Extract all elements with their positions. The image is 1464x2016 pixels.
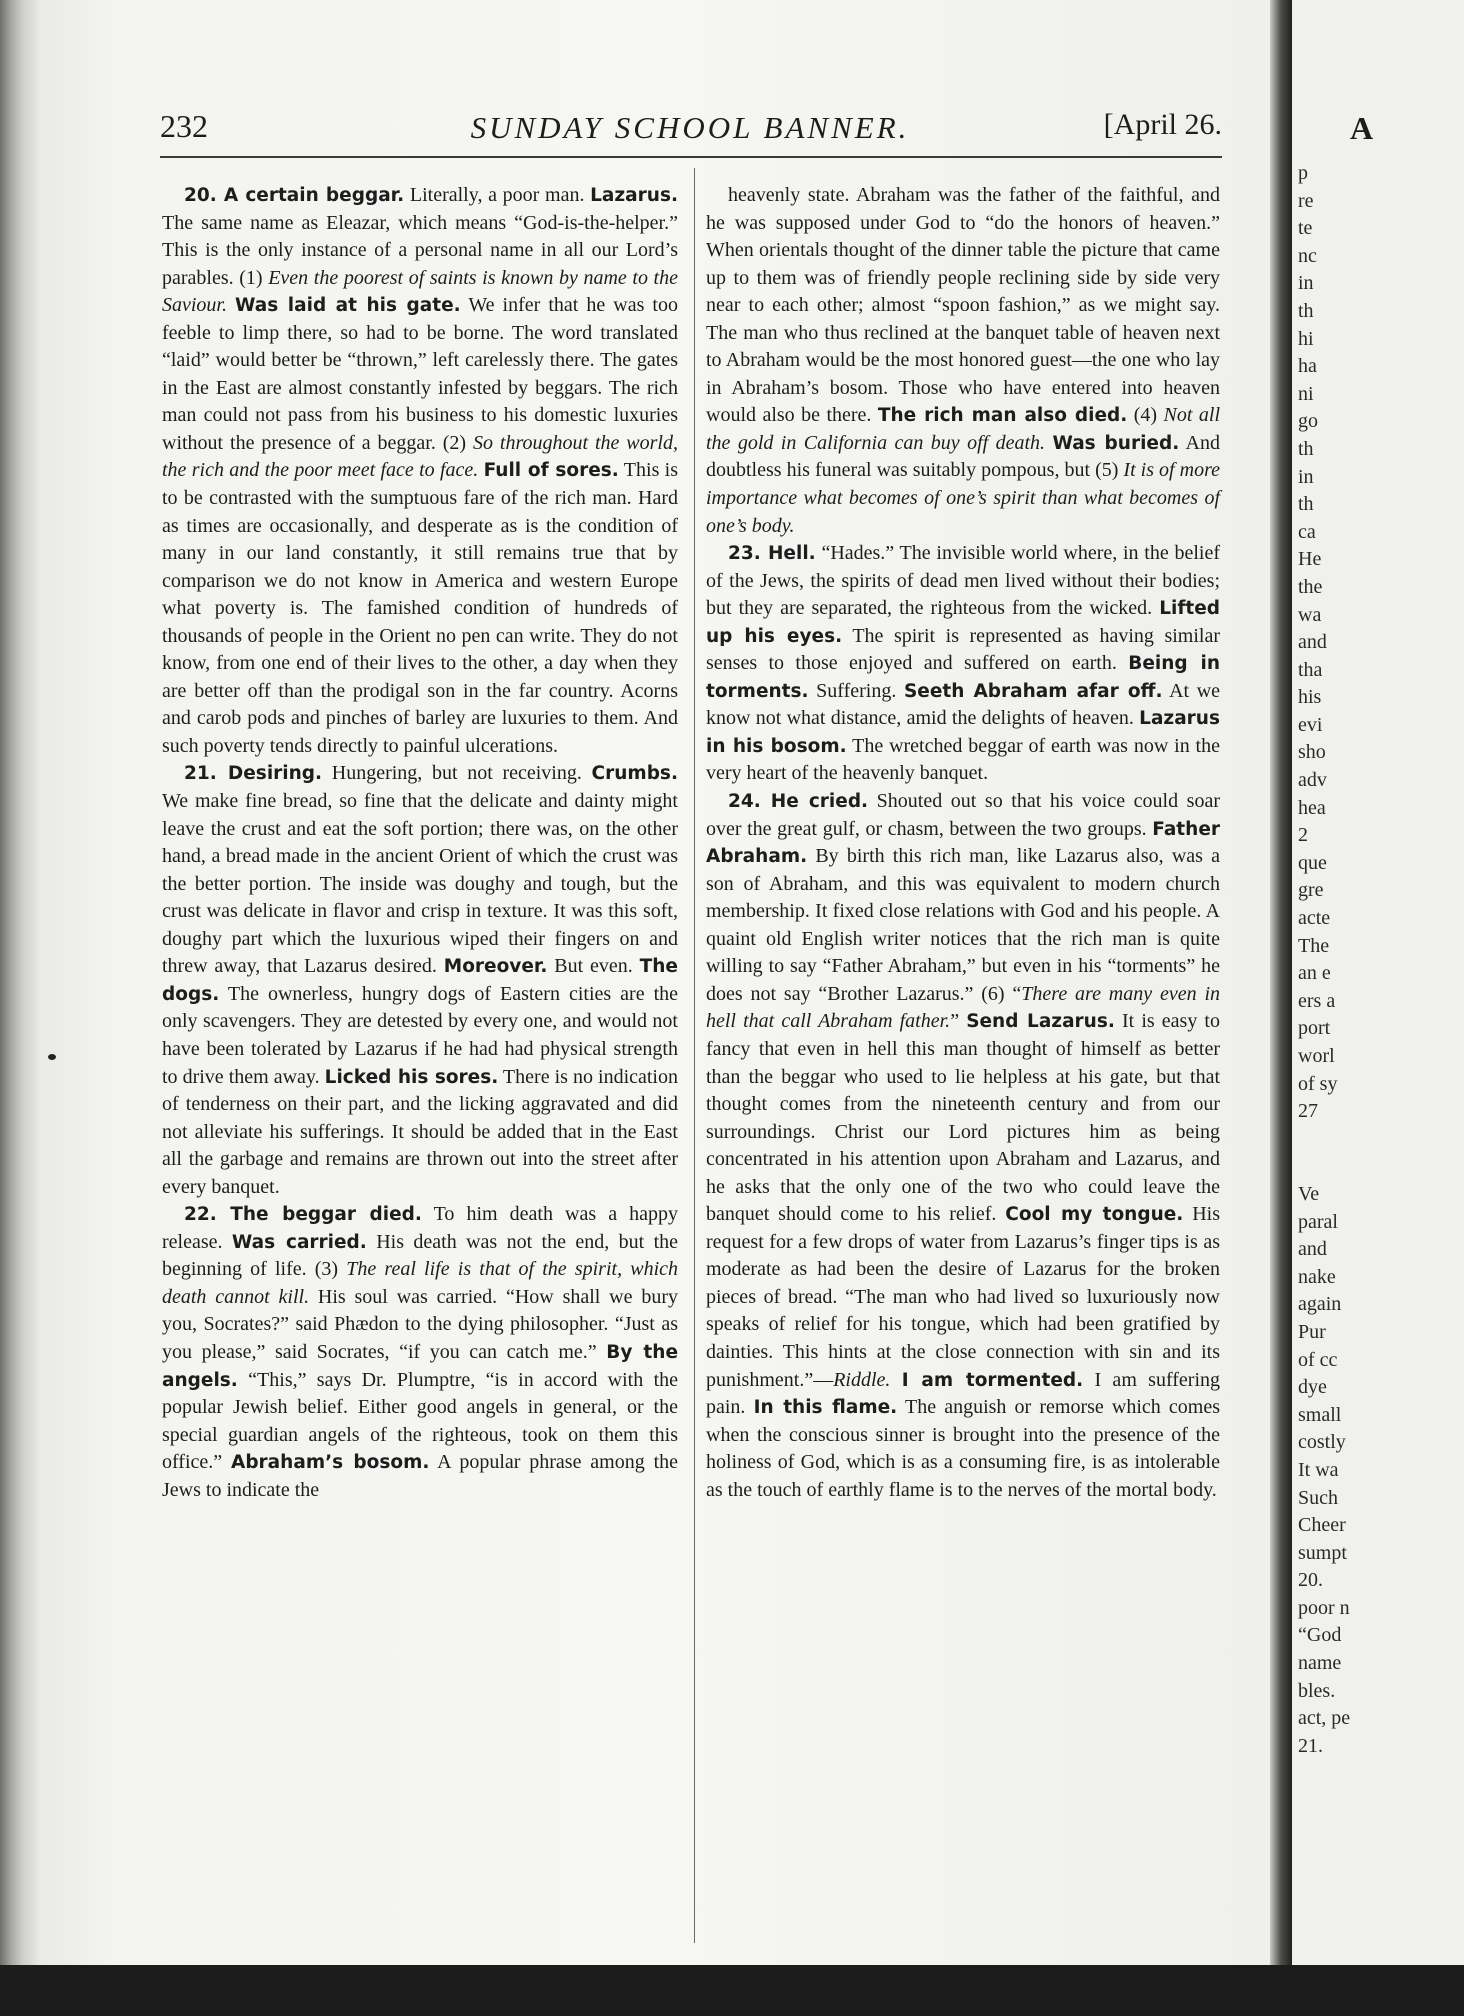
commentary-text: His request for a few drops of water from Lazarus’s finger tips is as moderate as had been the desire of Lazarus for the broken pieces of bread. “The man who had lived so luxuriously now speaks of relief for his tongue, which had been gratified by dainties. This hints at the close connection with sin and its punishment.”— bbox=[706, 1203, 1220, 1391]
keyword-heading: Being in torments. bbox=[706, 653, 1220, 702]
keyword-heading: Lifted up his eyes. bbox=[706, 598, 1220, 647]
facing-page-text bbox=[1298, 160, 1464, 1760]
facing-page-line: again bbox=[1298, 1293, 1342, 1316]
right-column bbox=[706, 182, 1220, 1504]
commentary-text: ” bbox=[950, 1010, 967, 1033]
ink-speck bbox=[48, 1054, 56, 1060]
facing-page-line: th bbox=[1298, 299, 1314, 322]
keyword-heading: Full of sores. bbox=[483, 460, 619, 482]
commentary-text: To him death was a happy release. bbox=[162, 1203, 679, 1253]
facing-page-line: bles. bbox=[1298, 1679, 1336, 1702]
facing-page-line: the bbox=[1298, 575, 1323, 598]
commentary-text: The ownerless, hungry dogs of Eastern cities are the only scavengers. They are detested by every one, and would not have been tolerated by Lazarus if he had had physical strength to drive them away. bbox=[162, 982, 678, 1088]
italic-lesson-note: Riddle. bbox=[833, 1368, 891, 1391]
keyword-heading: Licked his sores. bbox=[324, 1066, 499, 1088]
commentary-text bbox=[890, 1369, 901, 1391]
facing-page-line: of cc bbox=[1298, 1348, 1338, 1371]
facing-page-line: 21. bbox=[1298, 1734, 1323, 1757]
facing-page-line: gre bbox=[1298, 879, 1324, 902]
keyword-heading: Seeth Abraham afar off. bbox=[903, 680, 1163, 702]
journal-title: SUNDAY SCHOOL BANNER. bbox=[470, 110, 910, 145]
facing-page-line: port bbox=[1298, 1017, 1331, 1040]
italic-lesson-note: So throughout the world, the rich and the poor meet face to face. bbox=[162, 431, 678, 482]
facing-page-line: ca bbox=[1298, 520, 1316, 543]
keyword-heading: By the angels. bbox=[162, 1341, 678, 1391]
commentary-text: It is easy to fancy that even in hell this man thought of himself as better than the beggar who used to lie helpless at his gate, but that thought comes from the nineteenth century and from our surroundings. Christ our Lord pictures him as being concentrated in his attention upon Abraham and Lazarus, and he asks that the only one of the two who could leave the banquet should come to his relief. bbox=[706, 1010, 1220, 1226]
keyword-heading: The dogs. bbox=[162, 956, 678, 1005]
italic-lesson-note: Not all the gold in California can buy off death. bbox=[706, 404, 1220, 454]
facing-page-line: poor n bbox=[1298, 1596, 1350, 1619]
keyword-heading: Was carried. bbox=[231, 1231, 367, 1253]
keyword-heading: Cool my tongue. bbox=[1005, 1204, 1184, 1226]
facing-page-line: ha bbox=[1298, 355, 1317, 378]
page-number: 232 bbox=[160, 108, 208, 144]
keyword-heading: 22. The beggar died. bbox=[184, 1204, 422, 1226]
facing-page-line: 20. bbox=[1298, 1569, 1323, 1592]
issue-date: [April 26. bbox=[1103, 108, 1222, 141]
commentary-paragraph bbox=[706, 540, 1220, 788]
keyword-heading: 21. Desiring. bbox=[184, 763, 323, 785]
italic-lesson-note: There are many even in hell that call Abraham father. bbox=[706, 982, 1220, 1033]
facing-page-line: act, pe bbox=[1298, 1707, 1351, 1730]
keyword-heading: Father Abraham. bbox=[706, 818, 1220, 868]
facing-page-line: name bbox=[1298, 1652, 1342, 1675]
keyword-heading: Lazarus. bbox=[590, 185, 678, 206]
commentary-text: And doubtless his funeral was suitably pompous, but (5) bbox=[706, 431, 1220, 482]
commentary-text: The wretched beggar of earth was now in the very heart of the heavenly banquet. bbox=[706, 734, 1220, 785]
commentary-text: The same name as Eleazar, which means “God-is-the-helper.” This is the only instance of a personal name in all our Lord’s parables. (1) bbox=[162, 211, 678, 289]
left-column bbox=[162, 182, 678, 1504]
commentary-text: His death was not the end, but the beginning of life. (3) bbox=[162, 1230, 678, 1281]
page-header bbox=[160, 108, 1222, 154]
facing-page-line: acte bbox=[1298, 907, 1331, 930]
facing-page-line: Such bbox=[1298, 1486, 1338, 1509]
facing-page-line: small bbox=[1298, 1403, 1342, 1426]
commentary-text bbox=[227, 294, 235, 316]
commentary-text: We infer that he was too feeble to limp there, so had to be borne. The word translated “laid” would better be “thrown,” left carelessly there. The gates in the East are almost constantly infested by beggars. The rich man could not pass from his business to his domestic luxuries without the presence of a beggar. (2) bbox=[162, 294, 678, 454]
keyword-heading: Was buried. bbox=[1052, 432, 1180, 454]
commentary-text: At we know not what distance, amid the delights of heaven. bbox=[706, 679, 1221, 730]
keyword-heading: 20. A certain beggar. bbox=[184, 185, 405, 206]
keyword-heading: Moreover. bbox=[443, 956, 548, 978]
facing-page-line: in bbox=[1298, 465, 1314, 488]
keyword-heading: Lazarus in his bosom. bbox=[706, 708, 1220, 757]
facing-page-line: evi bbox=[1298, 713, 1323, 736]
commentary-text: The anguish or remorse which comes when the conscious sinner is brought into the presence of the holiness of God, which is as a consuming fire, is as intolerable as the touch of earthly flame is to the nerves of the mortal body. bbox=[706, 1396, 1220, 1501]
facing-page-line: hi bbox=[1298, 327, 1314, 350]
commentary-text: Shouted out so that his voice could soar over the great gulf, or chasm, between the two groups. bbox=[706, 790, 1220, 840]
facing-page-line: his bbox=[1298, 686, 1322, 709]
facing-page-line: hea bbox=[1298, 796, 1326, 819]
facing-page-line: ni bbox=[1298, 382, 1314, 405]
facing-page-line: costly bbox=[1298, 1431, 1346, 1454]
facing-page-line: worl bbox=[1298, 1045, 1335, 1067]
facing-page-line: wa bbox=[1298, 603, 1322, 626]
facing-page-line: Pur bbox=[1298, 1320, 1326, 1343]
facing-page-line: He bbox=[1298, 548, 1322, 571]
facing-page-line: in bbox=[1298, 272, 1314, 295]
keyword-heading: 24. He cried. bbox=[728, 791, 869, 813]
facing-page-header-letter: A bbox=[1350, 110, 1374, 146]
commentary-text: “This,” says Dr. Plumptre, “is in accord with the popular Jewish belief. Either good angels in general, or the special guardian angels of the righteous, took on them this office.” bbox=[162, 1368, 678, 1474]
keyword-heading: Was laid at his gate. bbox=[235, 295, 461, 317]
facing-page-line: 2 bbox=[1298, 824, 1308, 847]
facing-page-line: Ve bbox=[1298, 1182, 1320, 1205]
commentary-text: Suffering. bbox=[808, 679, 904, 702]
facing-page-line: nc bbox=[1298, 244, 1317, 267]
commentary-text: His soul was carried. “How shall we bury you, Socrates?” said Phædon to the dying philosopher. “Just as you please,” said Socrates, “if you can catch me.” bbox=[162, 1285, 678, 1363]
facing-page-line: te bbox=[1298, 217, 1313, 240]
facing-page-line: tha bbox=[1298, 658, 1323, 681]
facing-page-line: and bbox=[1298, 1238, 1327, 1261]
facing-page-line: dye bbox=[1298, 1376, 1327, 1399]
commentary-text: (4) bbox=[1127, 404, 1164, 427]
facing-page-line bbox=[1298, 1153, 1464, 1181]
keyword-heading: Crumbs. bbox=[591, 763, 678, 785]
commentary-text: I am suffering pain. bbox=[706, 1368, 1221, 1419]
commentary-text: heavenly state. Abraham was the father of the faithful, and he was supposed under God to “do the honors of heaven.” When orientals thought of the dinner table the picture that came up to them was of friendly people reclining side by side very near to each other; almost “spoon fashion,” as we might say. The man who thus reclined at the banquet table of heaven next to Abraham would be the most honored guest—the one who lay in Abraham’s bosom. Those who have entered into heaven would also be there. bbox=[706, 184, 1220, 427]
keyword-heading: 23. Hell. bbox=[728, 543, 816, 565]
facing-page-line: th bbox=[1298, 437, 1314, 460]
commentary-text: But even. bbox=[547, 955, 640, 978]
facing-page-line bbox=[1298, 1126, 1464, 1154]
facing-page-fragment bbox=[1292, 0, 1464, 1970]
facing-page-line: The bbox=[1298, 934, 1330, 957]
commentary-text: Hungering, but not receiving. bbox=[322, 762, 592, 785]
facing-page-line: 27 bbox=[1298, 1100, 1318, 1123]
scan-bottom-edge bbox=[0, 1965, 1464, 2016]
facing-page-line: an e bbox=[1298, 962, 1331, 985]
keyword-heading: Send Lazarus. bbox=[966, 1011, 1115, 1033]
commentary-text: There is no indication of tenderness on their part, and the licking aggravated and did not alleviate his sufferings. It should be added that in the East all the garbage and remains are thrown out into the street after every banquet. bbox=[162, 1065, 678, 1198]
facing-page-line: nake bbox=[1298, 1265, 1336, 1288]
facing-page-line: sumpt bbox=[1298, 1541, 1347, 1564]
facing-page-line: ers a bbox=[1298, 989, 1336, 1012]
commentary-paragraph bbox=[162, 1201, 678, 1504]
italic-lesson-note: It is of more importance what becomes of one’s spirit than what becomes of one’s body. bbox=[706, 459, 1220, 537]
book-binding-shadow bbox=[0, 0, 38, 2016]
facing-page-line: re bbox=[1298, 189, 1314, 212]
italic-lesson-note: The real life is that of the spirit, which death cannot kill. bbox=[162, 1258, 679, 1308]
commentary-text: Literally, a poor man. bbox=[404, 184, 591, 206]
commentary-text: A popular phrase among the Jews to indicate the bbox=[162, 1451, 678, 1501]
facing-page-line: and bbox=[1298, 631, 1327, 654]
commentary-paragraph bbox=[706, 788, 1220, 1504]
keyword-heading: Abraham’s bosom. bbox=[231, 1452, 430, 1474]
commentary-text: By birth this rich man, like Lazarus also, was a son of Abraham, and this was equivalent to modern church membership. It fixed close relations with God and his people. A quaint old English writer notices that the rich man is quite willing to say “Father Abraham,” but even in his “torments” he does not say “Brother Lazarus.” (6) “ bbox=[706, 845, 1220, 1005]
facing-page-line: th bbox=[1298, 493, 1314, 516]
header-rule bbox=[160, 156, 1222, 158]
facing-page-line: Cheer bbox=[1298, 1514, 1346, 1537]
column-divider bbox=[694, 168, 695, 1943]
commentary-paragraph bbox=[162, 182, 678, 760]
keyword-heading: In this flame. bbox=[753, 1397, 898, 1419]
commentary-text: We make fine bread, so fine that the delicate and dainty might leave the crust and eat the soft portion; there was, on the other hand, a bread made in the ancient Orient of which the crust was the better portion. The inside was doughy and tough, but the crust was delicate in flavor and crisp in texture. It was this soft, doughy part which the luxurious wiped their fingers on and threw away, that Lazarus desired. bbox=[162, 790, 678, 978]
facing-page-line: p bbox=[1298, 162, 1308, 184]
commentary-paragraph bbox=[706, 182, 1220, 540]
facing-page-line: go bbox=[1298, 410, 1318, 433]
facing-page-line: que bbox=[1298, 851, 1327, 874]
facing-page-line: adv bbox=[1298, 769, 1327, 792]
facing-page-line: It wa bbox=[1298, 1458, 1339, 1481]
commentary-text: The spirit is represented as having similar senses to those enjoyed and suffered on earth. bbox=[706, 624, 1220, 675]
italic-lesson-note: Even the poorest of saints is known by name to the Saviour. bbox=[162, 266, 678, 317]
facing-page-line: paral bbox=[1298, 1210, 1338, 1233]
keyword-heading: The rich man also died. bbox=[877, 405, 1128, 427]
keyword-heading: I am tormented. bbox=[901, 1369, 1084, 1391]
facing-page-line: of sy bbox=[1298, 1072, 1338, 1095]
commentary-text: “Hades.” The invisible world where, in the belief of the Jews, the spirits of dead men lived without their bodies; but they are separated, the righteous from the wicked. bbox=[706, 542, 1220, 620]
facing-page-line: sho bbox=[1298, 741, 1326, 764]
book-gutter bbox=[1270, 0, 1292, 1970]
commentary-paragraph bbox=[162, 760, 678, 1201]
facing-page-line: “God bbox=[1298, 1624, 1342, 1647]
commentary-text: This is to be contrasted with the sumptuous fare of the rich man. Hard as times are occasionally, and desperate as is the condition of many in our land constantly, it still remains true that by comparison we do not know in America and western Europe what poverty is. The famished condition of hundreds of thousands of people in the Orient no pen can write. They do not know, from one end of their lives to the other, a day when they are better off than the prodigal son in the far country. Acorns and carob pods and pinches of barley are luxuries to them. And such poverty tends directly to painful ulcerations. bbox=[162, 459, 678, 757]
